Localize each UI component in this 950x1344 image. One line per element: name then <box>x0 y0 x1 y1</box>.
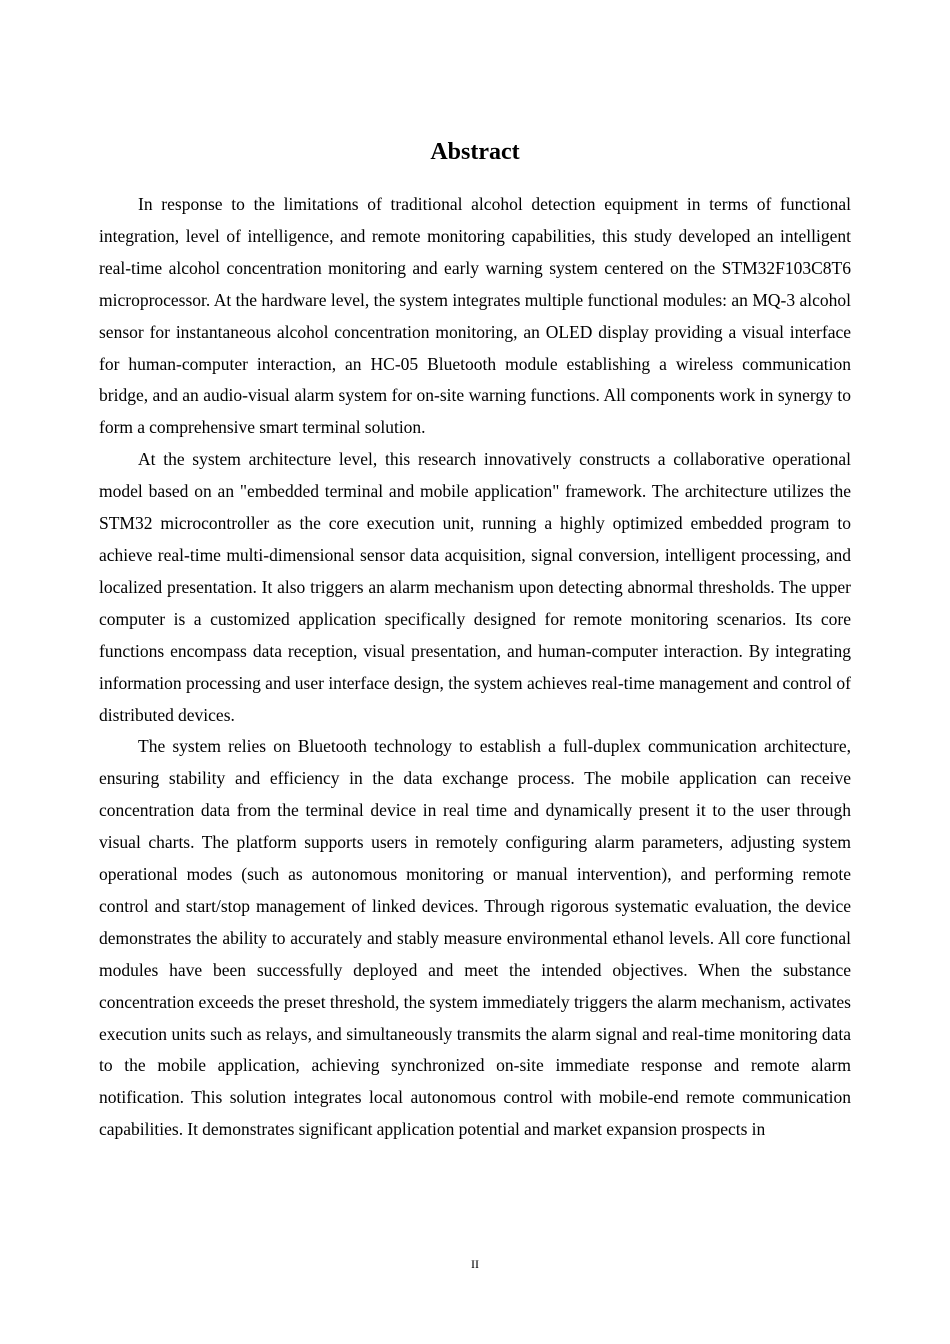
abstract-paragraph-3: The system relies on Bluetooth technology to establish a full-duplex communication architecture, ensuring stability and efficiency in the data exchange process. The mobile application can receive concentration data from the terminal device in real time and dynamically present it to the user through visual charts. The platform supports users in remotely configuring alarm parameters, adjusting system operational modes (such as autonomous monitoring or manual intervention), and performing remote control and start/stop management of linked devices. Through rigorous systematic evaluation, the device demonstrates the ability to accurately and stably measure environmental ethanol levels. All core functional modules have been successfully deployed and meet the intended objectives. When the substance concentration exceeds the preset threshold, the system immediately triggers the alarm mechanism, activates execution units such as relays, and simultaneously transmits the alarm signal and real-time monitoring data to the mobile application, achieving synchronized on-site immediate response and remote alarm notification. This solution integrates local autonomous control with mobile-end remote communication capabilities. It demonstrates significant application potential and market expansion prospects in <box>99 736 851 1140</box>
abstract-paragraph-1: In response to the limitations of traditional alcohol detection equipment in terms of functional integration, level of intelligence, and remote monitoring capabilities, this study developed an intelligent real-time alcohol concentration monitoring and early warning system centered on the STM32F103C8T6 microprocessor. At the hardware level, the system integrates multiple functional modules: an MQ-3 alcohol sensor for instantaneous alcohol concentration monitoring, an OLED display providing a visual interface for human-computer interaction, an HC-05 Bluetooth module establishing a wireless communication bridge, and an audio-visual alarm system for on-site warning functions. All components work in synergy to form a comprehensive smart terminal solution. <box>99 194 851 438</box>
abstract-title: Abstract <box>430 139 520 165</box>
abstract-paragraph-2: At the system architecture level, this research innovatively constructs a collaborative operational model based on an "embedded terminal and mobile application" framework. The architecture utilizes the STM32 microcontroller as the core execution unit, running a highly optimized embedded program to achieve real-time multi-dimensional sensor data acquisition, signal conversion, intelligent processing, and localized presentation. It also triggers an alarm mechanism upon detecting abnormal thresholds. The upper computer is a customized application specifically designed for remote monitoring scenarios. Its core functions encompass data reception, visual presentation, and human-computer interaction. By integrating information processing and user interface design, the system achieves real-time management and control of distributed devices. <box>99 449 851 725</box>
page-number: II <box>471 1257 479 1271</box>
abstract-body <box>99 189 851 1146</box>
